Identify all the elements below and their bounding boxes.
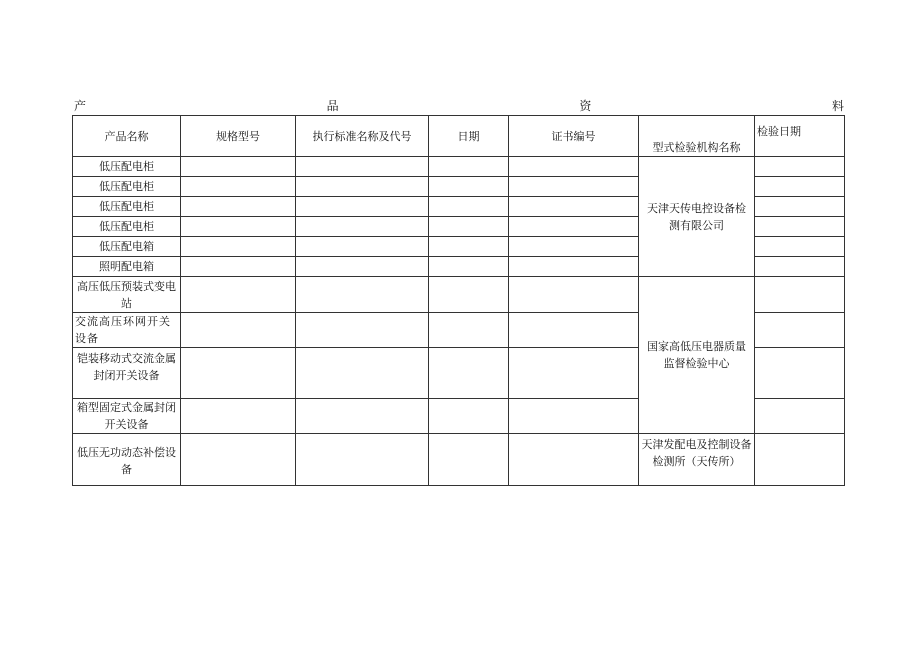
- table-row: [73, 434, 845, 486]
- cell-inspection-date: [755, 177, 845, 197]
- cell-certificate: [509, 217, 639, 237]
- cell-standard: [296, 197, 429, 217]
- cell-inspection-date: [755, 313, 845, 348]
- cell-model: [181, 237, 296, 257]
- cell-product-name: 低压配电柜: [73, 197, 181, 217]
- cell-model: [181, 399, 296, 434]
- cell-model: [181, 434, 296, 486]
- cell-standard: [296, 277, 429, 313]
- cell-product-name: 低压配电柜: [73, 177, 181, 197]
- cell-product-name: 高压低压预装式变电站: [73, 277, 181, 313]
- cell-inspection-date: [755, 237, 845, 257]
- cell-product-name: 低压配电箱: [73, 237, 181, 257]
- cell-certificate: [509, 277, 639, 313]
- cell-certificate: [509, 399, 639, 434]
- cell-certificate: [509, 197, 639, 217]
- cell-inspection-date: [755, 197, 845, 217]
- cell-inspection-date: [755, 399, 845, 434]
- cell-product-name: 交流高压环网开关设备: [73, 313, 181, 348]
- cell-standard: [296, 237, 429, 257]
- col-header-agency: 型式检验机构名称: [639, 116, 755, 157]
- cell-date: [429, 197, 509, 217]
- title-char-3: 资: [579, 99, 592, 113]
- cell-model: [181, 197, 296, 217]
- cell-model: [181, 157, 296, 177]
- table-row: [73, 277, 845, 313]
- table-header-row: [73, 116, 845, 157]
- cell-date: [429, 177, 509, 197]
- col-header-inspection-date: 检验日期: [755, 116, 845, 157]
- cell-date: [429, 399, 509, 434]
- table-row: [73, 157, 845, 177]
- cell-inspection-date: [755, 277, 845, 313]
- cell-agency-1: 天津天传电控设备检测有限公司: [639, 157, 755, 277]
- cell-standard: [296, 157, 429, 177]
- cell-agency-2: 国家高低压电器质量监督检验中心: [639, 277, 755, 434]
- cell-certificate: [509, 237, 639, 257]
- cell-inspection-date: [755, 434, 845, 486]
- cell-date: [429, 157, 509, 177]
- cell-model: [181, 217, 296, 237]
- cell-certificate: [509, 434, 639, 486]
- cell-date: [429, 348, 509, 399]
- cell-standard: [296, 348, 429, 399]
- col-header-product-name: 产品名称: [73, 116, 181, 157]
- title-char-4: 料: [831, 99, 844, 113]
- cell-model: [181, 257, 296, 277]
- col-header-model: 规格型号: [181, 116, 296, 157]
- cell-date: [429, 217, 509, 237]
- cell-product-name: 低压配电柜: [73, 157, 181, 177]
- cell-standard: [296, 217, 429, 237]
- cell-date: [429, 434, 509, 486]
- cell-product-name: 低压配电柜: [73, 217, 181, 237]
- cell-standard: [296, 313, 429, 348]
- product-table: [72, 115, 845, 486]
- cell-certificate: [509, 348, 639, 399]
- cell-model: [181, 277, 296, 313]
- cell-date: [429, 277, 509, 313]
- cell-model: [181, 313, 296, 348]
- cell-inspection-date: [755, 348, 845, 399]
- cell-certificate: [509, 313, 639, 348]
- cell-standard: [296, 434, 429, 486]
- cell-certificate: [509, 257, 639, 277]
- cell-date: [429, 257, 509, 277]
- cell-agency-3: 天津发配电及控制设备检测所（天传所）: [639, 434, 755, 486]
- cell-model: [181, 348, 296, 399]
- cell-standard: [296, 257, 429, 277]
- col-header-standard: 执行标准名称及代号: [296, 116, 429, 157]
- cell-date: [429, 237, 509, 257]
- cell-date: [429, 313, 509, 348]
- col-header-date: 日期: [429, 116, 509, 157]
- document-title: [74, 99, 844, 116]
- title-char-2: 品: [326, 99, 339, 113]
- cell-standard: [296, 177, 429, 197]
- cell-product-name: 低压无功动态补偿设备: [73, 434, 181, 486]
- title-char-1: 产: [74, 99, 87, 113]
- cell-model: [181, 177, 296, 197]
- cell-inspection-date: [755, 157, 845, 177]
- col-header-certificate-no: 证书编号: [509, 116, 639, 157]
- cell-inspection-date: [755, 257, 845, 277]
- cell-product-name: 铠装移动式交流金属封闭开关设备: [73, 348, 181, 399]
- cell-inspection-date: [755, 217, 845, 237]
- cell-standard: [296, 399, 429, 434]
- cell-product-name: 照明配电箱: [73, 257, 181, 277]
- cell-certificate: [509, 177, 639, 197]
- cell-product-name: 箱型固定式金属封闭开关设备: [73, 399, 181, 434]
- cell-certificate: [509, 157, 639, 177]
